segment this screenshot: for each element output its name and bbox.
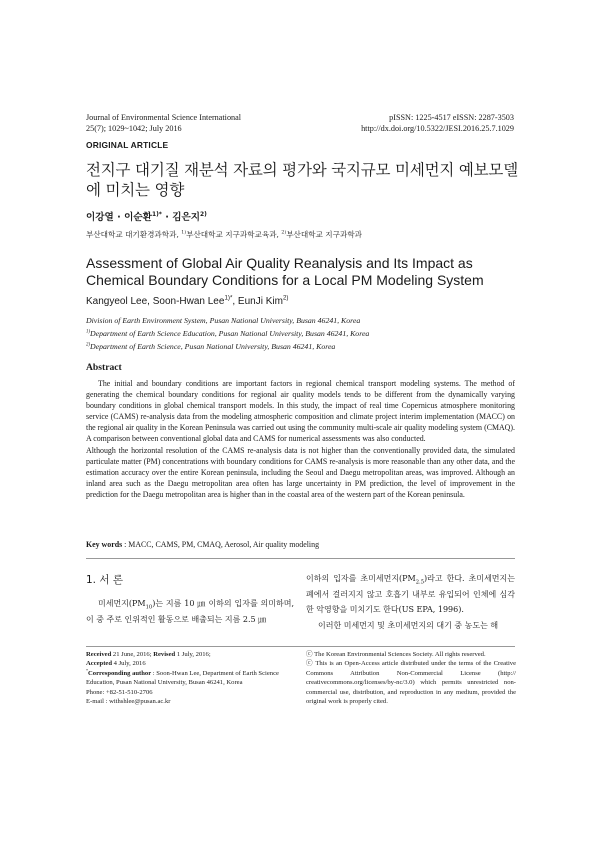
affiliation-en-2: Department of Earth Science, Pusan National University, Busan 46241, Korea <box>90 342 336 351</box>
intro-text-left-a: 미세먼지(PM <box>98 599 146 608</box>
revised-date: 1 July, 2016; <box>175 651 211 658</box>
intro-text-left-b: )는 지름 10 ㎛ 이하의 입자를 의미하며, 이 중 주로 인위적인 활동으로 배출되는 지름 2.5 ㎛ <box>86 599 294 624</box>
affiliation-en-mark-2: 2) <box>86 342 91 348</box>
intro-text-right-b: )라고 한다. 초미세먼지는 폐에서 걸러지지 않고 호흡기 내부로 유입되어 인체에 심각한 악영향을 미치기도 한다(US EPA, 1996). <box>306 574 515 614</box>
received-label: Received <box>86 651 112 658</box>
footnote-right <box>306 650 516 706</box>
author-separator: · <box>161 212 173 223</box>
phone-line: Phone: +82-51-510-2706 <box>86 688 153 696</box>
title-korean: 전지구 대기질 재분석 자료의 평가와 국지규모 미세먼지 예보모델에 미치는 영향 <box>86 161 518 199</box>
author-3-ko: 김은지 <box>172 212 201 223</box>
affiliation-en-0: Division of Earth Environment System, Pusan National University, Busan 46241, Korea <box>86 316 361 325</box>
issn-info <box>274 112 514 134</box>
author-2-en-mark: 1)* <box>224 294 233 302</box>
author-separator: · <box>113 212 125 223</box>
abstract-paragraph-2: Although the horizontal resolution of the CAMS re-analysis data is not higher than the conventionally provided data, the simulated particulate matter (PM) concentrations with boundary conditions for CAMS re-analysis is more reasonable than any other data, and the estimation accuracy over the entire Korean peninsula, including the Seoul and Daegu metropolitan areas, was improved. Although an inland area such as the Daegu metropolitan area often has large uncertainty in PM prediction, the level of improvement in the prediction for the Daegu metropolitan area is higher than in the coastal area of the western part of the Korean peninsula. <box>86 445 515 499</box>
body-column-left <box>86 596 294 627</box>
affiliation-en-1-row <box>86 327 526 340</box>
affiliation-en-2-row <box>86 340 526 353</box>
accepted-line <box>86 659 296 668</box>
accepted-date: 4 July, 2016 <box>112 660 146 668</box>
author-3-en-mark: 2) <box>282 294 289 302</box>
author-1-ko: 이강열 <box>86 212 114 223</box>
section-divider <box>86 558 515 559</box>
article-type: ORIGINAL ARTICLE <box>86 140 169 150</box>
affiliations-english <box>86 314 526 353</box>
abstract-body <box>86 378 515 500</box>
body-column-right <box>306 571 515 633</box>
section-heading-introduction: 1. 서 론 <box>86 574 123 586</box>
intro-paragraph-left <box>86 596 294 627</box>
authors-english <box>86 296 288 307</box>
affiliation-en-1: Department of Earth Science Education, Pusan National University, Busan 46241, Korea <box>90 329 370 338</box>
author-3-en: , EunJi Kim <box>232 296 283 307</box>
author-1-en: Kangyeol Lee, <box>86 296 153 307</box>
issn-line: pISSN: 1225-4517 eISSN: 2287-3503 <box>389 113 514 122</box>
affiliation-ko-mark-2: 2) <box>281 230 287 236</box>
keywords-text: : MACC, CAMS, PM, CMAQ, Aerosol, Air quality modeling <box>122 540 320 549</box>
authors-korean <box>86 209 207 223</box>
accepted-label: Accepted <box>86 660 112 668</box>
corr-label: Corresponding author <box>88 669 152 677</box>
affiliation-ko-1: 부산대학교 지구과학교육과, <box>186 230 282 239</box>
author-2-ko-mark: 1)* <box>151 210 162 218</box>
keywords-label: Key words <box>86 540 123 549</box>
footnote-divider <box>86 646 515 647</box>
affiliation-en-mark-1: 1) <box>86 329 91 335</box>
author-2-en: Soon-Hwan Lee <box>152 296 225 307</box>
affiliation-ko-2: 부산대학교 지구과학과 <box>286 230 362 239</box>
intro-paragraph-right-2: 이러한 미세먼지 및 초미세먼지의 대기 중 농도는 해 <box>318 620 499 630</box>
abstract-paragraph-1: The initial and boundary conditions are important factors in regional chemical transport modeling systems. The method of generating the chemical boundary conditions for regional air quality models tends to be different from the dynamically varying boundary conditions in global chemical transport models. In this study, the impact of real time Copernicus atmosphere monitoring service (CAMS) re-analysis data from the modeling atmospheric composition and climate project interim implementation (MACC) on the regional air quality in the Korean Peninsula was carried out using the community multi-scale air quality modeling system (CMAQ). A comparison between conventional global data and CAMS for numerical assessments was also conducted. <box>86 379 515 444</box>
journal-issue: 25(7); 1029~1042; July 2016 <box>86 124 182 133</box>
author-3-ko-mark: 2) <box>200 210 207 218</box>
corresponding-author <box>86 669 296 688</box>
copyright-line: ⓒ The Korean Environmental Sciences Society. All rights reserved. <box>306 651 486 658</box>
doi-link[interactable]: http://dx.doi.org/10.5322/JESI.2016.25.7.1029 <box>361 124 514 133</box>
intro-paragraph-right <box>306 571 515 618</box>
footnote-left <box>86 650 296 706</box>
corr-text: : Soon-Hwan Lee, Department of Earth Science Education, Pusan National University, Busan 46241, Korea <box>86 669 279 687</box>
author-2-ko: 이순환 <box>124 212 152 223</box>
license-text: ⓒ This is an Open-Access article distributed under the terms of the Creative Commons Attribution Non-Commercial License (http:// creativecommons.org/licenses/by-nc/3.0) which permits unrestricted non-commercial use, distribution, and reproduction in any medium, provided the original work is properly cited. <box>306 660 516 706</box>
affiliation-ko-0: 부산대학교 대기환경과학과, <box>86 230 182 239</box>
intro-sub-pm25: 2.5 <box>415 579 424 586</box>
intro-sub-pm10: 10 <box>145 604 153 611</box>
abstract-heading: Abstract <box>86 362 122 373</box>
affiliations-korean <box>86 229 526 240</box>
journal-name: Journal of Environmental Science International <box>86 113 242 122</box>
title-english: Assessment of Global Air Quality Reanalysis and Its Impact as Chemical Boundary Conditions for a Local PM Modeling System <box>86 255 484 288</box>
received-date: 21 June, 2016; <box>111 651 154 658</box>
intro-text-right-a: 이하의 입자를 초미세먼지(PM <box>306 574 416 583</box>
affiliation-ko-mark-1: 1) <box>181 230 187 236</box>
corr-mark: * <box>86 667 89 673</box>
revised-label: Revised <box>153 651 176 658</box>
dates-line <box>86 650 296 659</box>
keywords <box>86 540 515 549</box>
email-line[interactable]: E-mail : withshlee@pusan.ac.kr <box>86 698 171 706</box>
